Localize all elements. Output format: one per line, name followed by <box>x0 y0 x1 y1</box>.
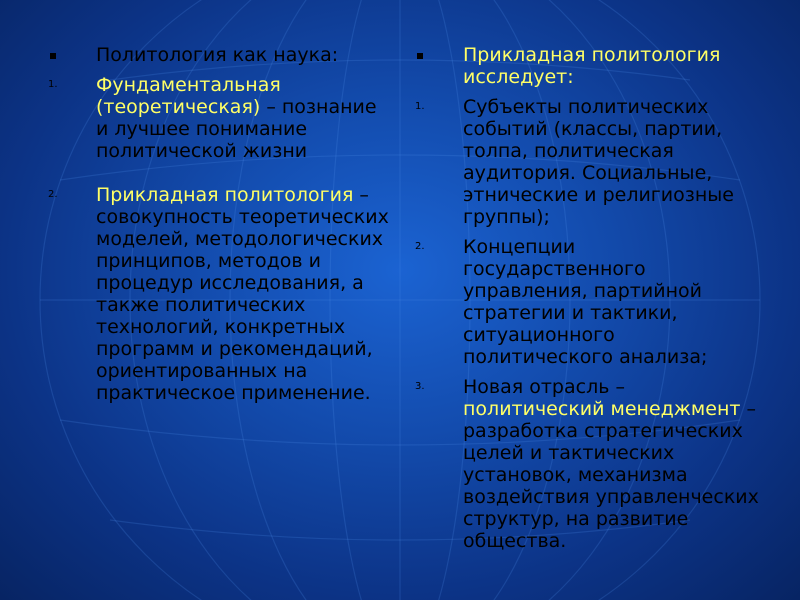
list-number: 3. <box>415 381 425 392</box>
right-column <box>415 44 760 552</box>
left-heading: Политология как наука: <box>96 44 339 66</box>
right-item-3-highlight: политический менеджмент <box>463 398 741 420</box>
list-number: 2. <box>415 241 425 252</box>
right-item-3-text: – разработка стратегических целей и тактических установок, механизма воздействия управленческих структур, на развитие общества. <box>463 398 759 552</box>
list-number: 1. <box>415 101 425 112</box>
right-item-2-text: Концепции государственного управления, партийной стратегии и тактики, ситуационного политического анализа; <box>463 236 708 368</box>
right-heading: Прикладная политология исследует: <box>463 44 721 88</box>
left-column <box>48 44 393 404</box>
square-bullet-icon <box>50 53 56 59</box>
list-number: 2. <box>48 189 58 200</box>
right-item-3 <box>415 376 760 552</box>
left-item-2 <box>48 184 393 404</box>
list-number: 1. <box>48 79 58 90</box>
right-item-3-prefix: Новая отрасль – <box>463 376 625 398</box>
square-bullet-icon <box>417 53 423 59</box>
right-heading-item <box>415 44 760 88</box>
left-item-1-highlight: Фундаментальная (теоретическая) <box>96 74 281 118</box>
right-item-1-text: Субъекты политических событий (классы, партии, толпа, политическая аудитория. Социальные, этнические и религиозные группы); <box>463 96 734 228</box>
right-item-2 <box>415 236 760 368</box>
left-item-2-highlight: Прикладная политология <box>96 184 354 206</box>
right-item-1 <box>415 96 760 228</box>
left-item-1-text: – познание и лучшее понимание политической жизни <box>96 96 377 162</box>
left-heading-item <box>48 44 393 66</box>
left-item-2-text: – совокупность теоретических моделей, методологических принципов, методов и процедур исследования, а также политических технологий, конкретных программ и рекомендаций, ориентированных на практическое применение. <box>96 184 389 404</box>
left-item-1 <box>48 74 393 162</box>
